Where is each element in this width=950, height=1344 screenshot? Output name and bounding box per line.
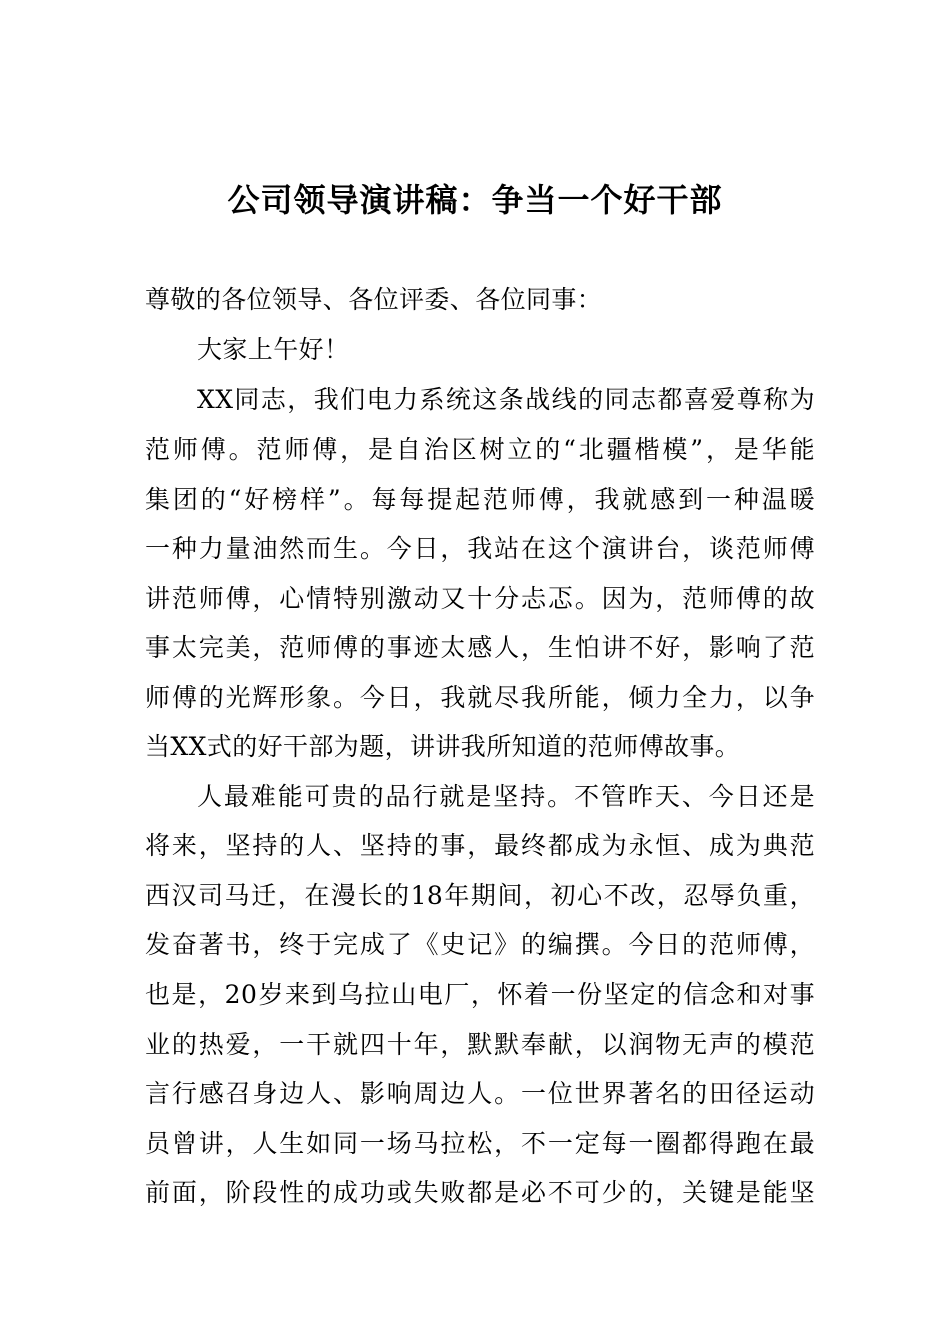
salutation-line: 尊敬的各位领导、各位评委、各位同事： (145, 285, 603, 314)
paragraph-line: 师傅的光辉形象。今日，我就尽我所能，倾力全力，以争 (145, 683, 815, 712)
paragraph-line: 范师傅。范师傅，是自治区树立的“北疆楷模”，是华能 (145, 435, 815, 464)
paragraph-line: 将来，坚持的人、坚持的事，最终都成为永恒、成为典范 (145, 831, 815, 860)
paragraph-line: 员曾讲，人生如同一场马拉松，不一定每一圈都得跑在最 (145, 1129, 815, 1158)
paragraph-line: 也是，20岁来到乌拉山电厂，怀着一份坚定的信念和对事 (145, 980, 815, 1009)
paragraph-line: 集团的“好榜样”。每每提起范师傅，我就感到一种温暖 (145, 485, 815, 514)
paragraph-line: 人最难能可贵的品行就是坚持。不管昨天、今日还是 (197, 782, 815, 811)
paragraph-line: 一种力量油然而生。今日，我站在这个演讲台，谈范师傅 (145, 534, 815, 563)
paragraph-line: 西汉司马迁，在漫长的18年期间，初心不改，忍辱负重， (145, 881, 815, 910)
paragraph-line: 业的热爱，一干就四十年，默默奉献，以润物无声的模范 (145, 1030, 815, 1059)
paragraph-line: 前面，阶段性的成功或失败都是必不可少的，关键是能坚 (145, 1178, 815, 1207)
paragraph-line: 当XX式的好干部为题，讲讲我所知道的范师傅故事。 (145, 732, 741, 761)
paragraph-line: 讲范师傅，心情特别激动又十分忐忑。因为，范师傅的故 (145, 584, 815, 613)
paragraph-line: XX同志，我们电力系统这条战线的同志都喜爱尊称为 (197, 385, 815, 414)
greeting-line: 大家上午好！ (197, 335, 350, 364)
document-title: 公司领导演讲稿：争当一个好干部 (227, 181, 723, 219)
paragraph-line: 发奋著书，终于完成了《史记》的编撰。今日的范师傅， (145, 930, 815, 959)
paragraph-line: 言行感召身边人、影响周边人。一位世界著名的田径运动 (145, 1079, 815, 1108)
paragraph-line: 事太完美，范师傅的事迹太感人，生怕讲不好，影响了范 (145, 633, 815, 662)
